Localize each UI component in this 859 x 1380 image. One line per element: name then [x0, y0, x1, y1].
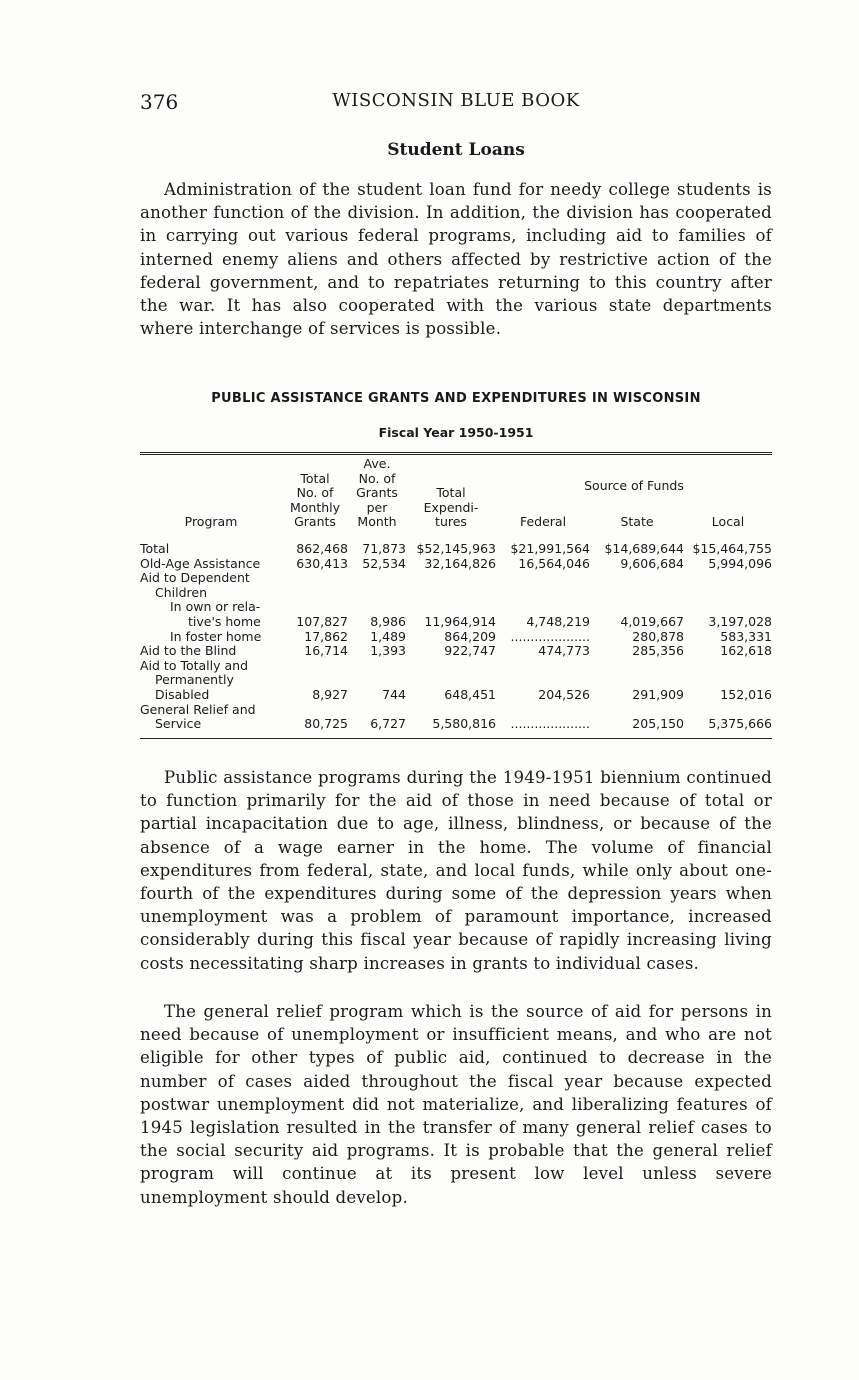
table-cell: 5,994,096 [708, 555, 772, 571]
table-cell: 107,827 [296, 613, 348, 629]
table-cell [282, 673, 348, 688]
table-cell [590, 571, 684, 586]
header-total-grants: Total No. of Monthly Grants [289, 470, 341, 530]
table-cell [684, 600, 772, 615]
assistance-table [140, 455, 772, 738]
table-cell: $15,464,755 [692, 540, 772, 556]
running-title: WISCONSIN BLUE BOOK [332, 90, 580, 111]
table-cell: 648,451 [444, 686, 496, 702]
table-cell: 52,534 [362, 555, 406, 571]
assistance-table-container [140, 452, 772, 739]
table-cell: 474,773 [538, 643, 590, 659]
table-row [140, 688, 772, 703]
table-cell [406, 659, 496, 674]
table-cell: 204,526 [538, 686, 590, 702]
table-cell [684, 673, 772, 688]
table-cell [496, 586, 590, 601]
table-cell: 285,356 [632, 643, 684, 659]
table-cell [282, 600, 348, 615]
table-cell [406, 571, 496, 586]
table-cell [406, 586, 496, 601]
table-cell: 80,725 [304, 716, 348, 732]
table-cell: 16,564,046 [518, 555, 590, 571]
table-cell [684, 586, 772, 601]
paragraph-general-relief: The general relief program which is the source of aid for persons in need because of unemployment or insufficient means, and who are not eligible for other types of public aid, continued to decrease in the number of cases aided throughout the fiscal year because expected postwar unemployment did not materialize, and liberalizing features of 1945 legislation resulted in the transfer of many general relief cases to the social security aid programs. It is probable that the general relief program will continue at its present low level unless severe unemployment should develop. [140, 1002, 772, 1207]
table-cell: 6,727 [370, 716, 406, 732]
table-row [140, 630, 772, 645]
table-row [140, 717, 772, 738]
table-cell [496, 571, 590, 586]
table-title: PUBLIC ASSISTANCE GRANTS AND EXPENDITURES IN WISCONSIN [211, 391, 701, 406]
table-cell: 280,878 [632, 628, 684, 644]
table-row [140, 703, 772, 718]
table-row [140, 615, 772, 630]
page-header [140, 90, 772, 116]
table-cell: 205,150 [632, 716, 684, 732]
row-label: Total [140, 540, 170, 556]
table-cell [348, 659, 406, 674]
header-total-expenditures: Total Expendi- tures [423, 485, 479, 530]
table-cell [590, 586, 684, 601]
paragraph-student-loans: Administration of the student loan fund for needy college students is another function of the division. In addition, the division has cooperated in carrying out various federal programs, including aid to families of interned enemy aliens and others affected by restrictive action of the federal government, and to repatriates returning to this country after the war. It has also cooperated with the various state departments where interchange of services is possible. [140, 180, 772, 339]
table-cell: 16,714 [304, 643, 348, 659]
table-cell [348, 600, 406, 615]
header-program: Program [184, 514, 238, 530]
row-label: Service [155, 716, 202, 732]
table-row [140, 586, 772, 601]
table-cell [348, 586, 406, 601]
row-label: Children [155, 584, 208, 600]
table-cell: .................... [510, 628, 590, 644]
table-cell: 864,209 [444, 628, 496, 644]
header-local: Local [711, 514, 745, 530]
table-cell: 922,747 [444, 643, 496, 659]
table-cell: $21,991,564 [510, 540, 590, 556]
table-cell [684, 703, 772, 718]
table-cell: 5,375,666 [708, 716, 772, 732]
table-cell: 630,413 [296, 555, 348, 571]
table-row [140, 673, 772, 688]
table-cell: 744 [382, 686, 406, 702]
table-cell: 5,580,816 [432, 716, 496, 732]
table-cell [282, 703, 348, 718]
section-title: Student Loans [387, 140, 525, 160]
table-header [140, 455, 772, 536]
row-label: tive's home [188, 613, 261, 629]
header-source-of-funds: Source of Funds [584, 478, 684, 493]
table-cell [684, 659, 772, 674]
table-cell: 32,164,826 [424, 555, 496, 571]
table-cell [590, 600, 684, 615]
table-subtitle: Fiscal Year 1950-1951 [378, 425, 534, 440]
table-cell: .................... [510, 716, 590, 732]
table-cell [590, 659, 684, 674]
table-cell [406, 673, 496, 688]
table-cell: $52,145,963 [416, 540, 496, 556]
table-cell [496, 703, 590, 718]
table-cell: 583,331 [720, 628, 772, 644]
table-cell: 152,016 [720, 686, 772, 702]
table-cell: 9,606,684 [620, 555, 684, 571]
table-cell [684, 571, 772, 586]
table-cell [406, 600, 496, 615]
header-state: State [620, 514, 654, 530]
table-row [140, 644, 772, 659]
page-number: 376 [140, 90, 179, 114]
row-label: Aid to Dependent [140, 570, 250, 586]
table-cell [282, 571, 348, 586]
table-cell [590, 703, 684, 718]
row-label: In own or rela- [170, 599, 261, 615]
table-cell: 1,393 [370, 643, 406, 659]
table-cell: 8,986 [370, 613, 406, 629]
table-cell: 3,197,028 [708, 613, 772, 629]
table-bottom-rule [140, 738, 772, 739]
table-row [140, 571, 772, 586]
table-cell: 1,489 [370, 628, 406, 644]
table-cell: 4,748,219 [526, 613, 590, 629]
table-row [140, 659, 772, 674]
table-cell [348, 571, 406, 586]
row-label: Old-Age Assistance [140, 555, 261, 571]
paragraph-public-assistance: Public assistance programs during the 1949-1951 biennium continued to function primarily for the aid of those in need because of total or partial incapacitation due to age, illness, blindness, or because of the absence of a wage earner in the home. The volume of financial expenditures from federal, state, and local funds, while only about one-fourth of the expenditures during some of the depression years when unemployment was a problem of paramount importance, increased considerably during this fiscal year because of rapidly increasing living costs necessitating sharp increases in grants to individual cases. [140, 768, 772, 973]
table-cell [590, 673, 684, 688]
table-cell [282, 586, 348, 601]
table-cell: 862,468 [296, 540, 348, 556]
table-row [140, 600, 772, 615]
table-cell [496, 600, 590, 615]
row-label: In foster home [170, 628, 262, 644]
table-cell: 11,964,914 [424, 613, 496, 629]
table-cell [406, 703, 496, 718]
table-cell [496, 673, 590, 688]
row-label: General Relief and [140, 701, 256, 717]
table-body [140, 536, 772, 738]
row-label: Permanently [155, 672, 234, 688]
table-cell: 291,909 [632, 686, 684, 702]
row-label: Disabled [155, 686, 210, 702]
table-cell: 162,618 [720, 643, 772, 659]
header-federal: Federal [519, 514, 567, 530]
table-cell: 8,927 [312, 686, 348, 702]
header-ave-grants: Ave. No. of Grants per Month [356, 456, 398, 530]
table-cell: 4,019,667 [620, 613, 684, 629]
row-label: Aid to Totally and [140, 657, 249, 673]
table-cell [282, 659, 348, 674]
table-row [140, 557, 772, 572]
table-cell [348, 673, 406, 688]
table-cell: 17,862 [304, 628, 348, 644]
table-cell: $14,689,644 [604, 540, 684, 556]
table-cell [496, 659, 590, 674]
row-label: Aid to the Blind [140, 643, 237, 659]
table-cell: 71,873 [362, 540, 406, 556]
table-cell [348, 703, 406, 718]
table-row [140, 536, 772, 557]
